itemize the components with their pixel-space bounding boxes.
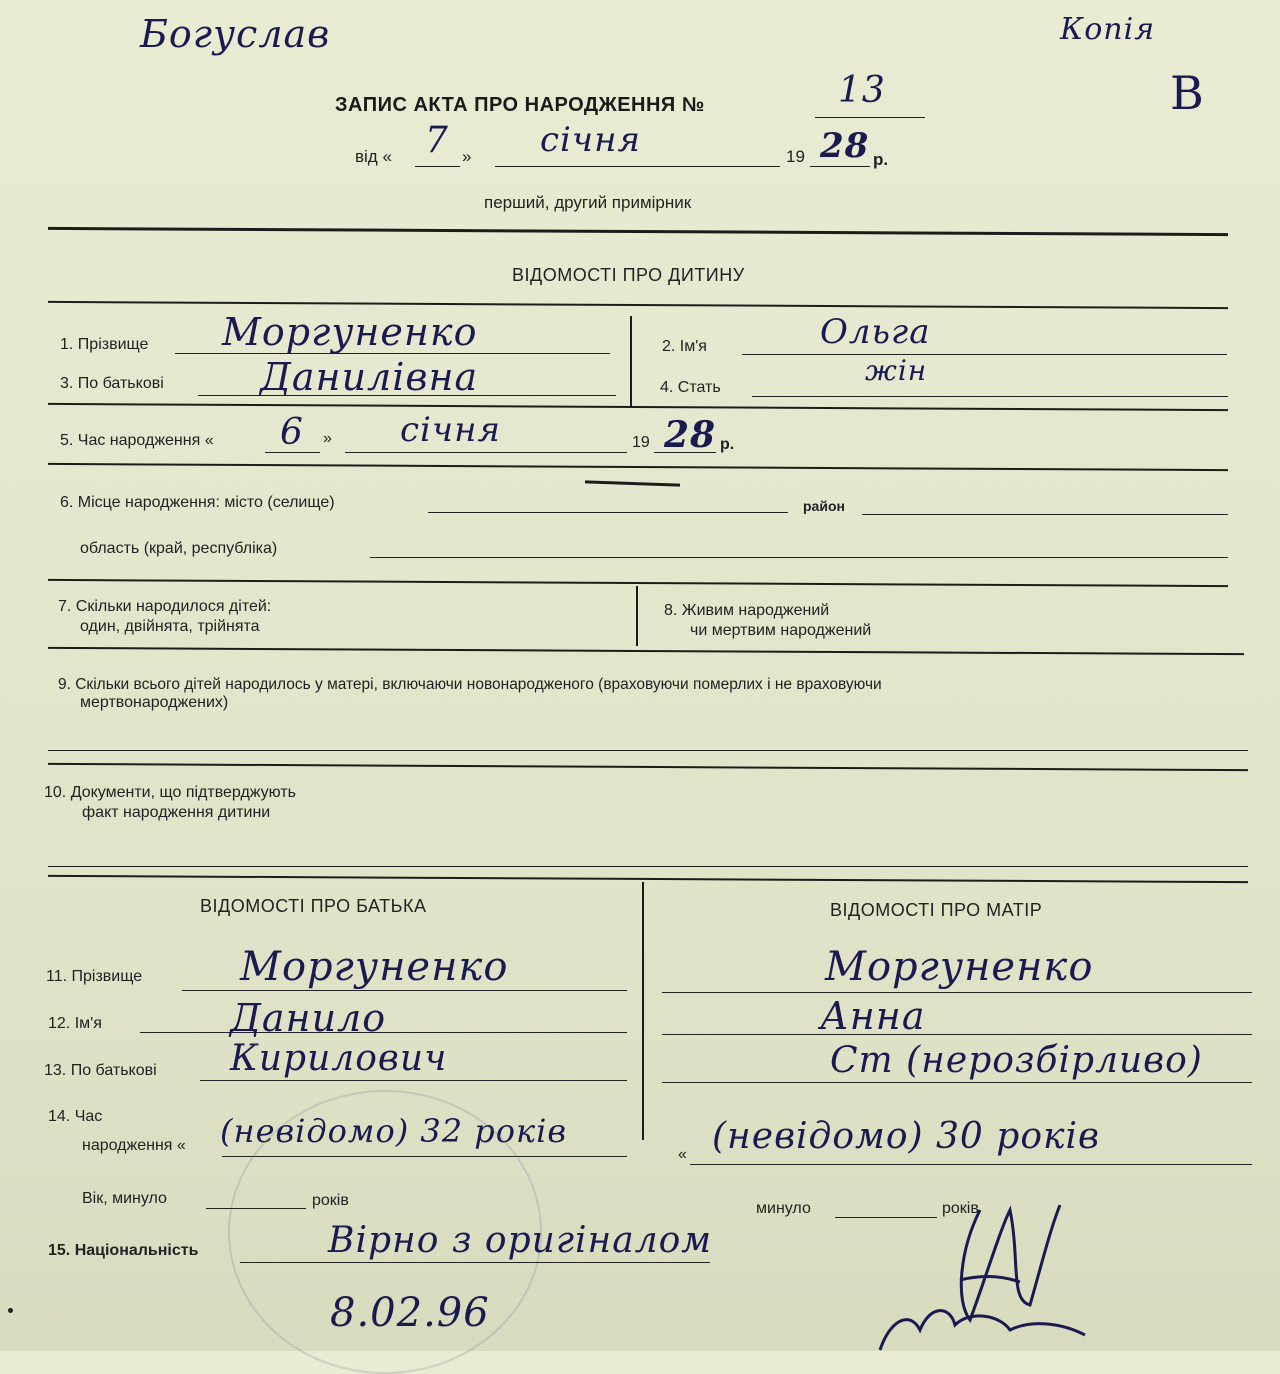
father-surname-value: Моргуненко	[240, 944, 509, 990]
child-patronymic-label: 3. По батькові	[60, 375, 164, 392]
child-birth-month: січня	[400, 410, 501, 450]
child-birth-date-label: 5. Час народження «	[60, 432, 214, 449]
record-date-day: 7	[425, 120, 449, 161]
child-sex-label: 4. Стать	[660, 379, 721, 396]
child-section-heading: ВІДОМОСТІ ПРО ДИТИНУ	[512, 265, 745, 285]
record-date-month: січня	[540, 120, 641, 160]
margin-note-copy: Копія	[1060, 12, 1156, 47]
child-count-label-2: один, двійнята, трійнята	[80, 618, 260, 635]
child-birth-region-label: область (край, республіка)	[80, 540, 278, 557]
certification-date: 8.02.96	[330, 1290, 490, 1336]
nationality-label: 15. Національність	[48, 1242, 199, 1259]
father-section-heading: ВІДОМОСТІ ПРО БАТЬКА	[200, 896, 427, 916]
father-first-name-value: Данило	[230, 996, 387, 1040]
margin-note-town: Богуслав	[140, 12, 331, 56]
father-first-name-label: 12. Ім'я	[48, 1015, 102, 1032]
father-birth-time-label-1: 14. Час	[48, 1108, 103, 1125]
child-birth-year-suffix: 28	[664, 414, 717, 456]
child-patronymic-value: Данилівна	[260, 355, 479, 399]
mother-birth-time-value: (невідомо) 30 років	[712, 1116, 1100, 1157]
child-surname-label: 1. Прізвище	[60, 336, 149, 353]
margin-dot	[8, 1308, 13, 1313]
record-date-year-unit: р.	[873, 150, 889, 169]
child-birth-place-label: 6. Місце народження: місто (селище)	[60, 494, 335, 511]
mother-first-name-value: Анна	[820, 994, 926, 1038]
mother-section-heading: ВІДОМОСТІ ПРО МАТІР	[830, 900, 1043, 920]
child-total-label-1: 9. Скільки всього дітей народилось у матері, включаючи новонародженого (враховуючи померлих і не враховуючи	[58, 676, 882, 693]
father-patronymic-value: Кирилович	[230, 1038, 448, 1079]
record-number: 13	[838, 70, 886, 111]
copy-note: перший, другий примірник	[484, 193, 692, 212]
birth-place-dash-mark	[585, 480, 680, 486]
record-date-from-label: від «	[355, 147, 392, 166]
record-date-year-suffix: 28	[820, 126, 870, 166]
mother-birth-time-open-quote: «	[678, 1146, 687, 1163]
child-birth-year-unit: р.	[720, 436, 735, 453]
child-alive-label-1: 8. Живим народжений	[664, 602, 830, 619]
father-surname-label: 11. Прізвище	[46, 968, 143, 985]
record-title: ЗАПИС АКТА ПРО НАРОДЖЕННЯ №	[335, 94, 705, 116]
child-first-name-value: Ольга	[820, 312, 931, 352]
father-birth-time-value: (невідомо) 32 років	[220, 1112, 567, 1150]
father-birth-time-label-2: народження «	[82, 1137, 186, 1154]
child-total-label-2: мертвонароджених)	[80, 694, 229, 711]
child-sex-value: жін	[865, 354, 928, 387]
margin-note-letter: В	[1170, 66, 1205, 120]
mother-age-unit: років	[942, 1200, 979, 1217]
father-age-label: Вік, минуло	[82, 1190, 167, 1207]
certification-text: Вірно з оригіналом	[328, 1220, 713, 1261]
mother-patronymic-value: Ст (нерозбірливо)	[830, 1040, 1203, 1081]
father-patronymic-label: 13. По батькові	[44, 1062, 157, 1079]
child-birth-year-prefix: 19	[632, 434, 650, 451]
child-birth-day: 6	[280, 412, 304, 453]
child-documents-label-1: 10. Документи, що підтверджують	[44, 784, 296, 801]
record-date-quote-close: »	[462, 147, 472, 166]
child-surname-value: Моргуненко	[222, 310, 478, 354]
child-birth-district-label: район	[803, 498, 845, 514]
child-alive-label-2: чи мертвим народжений	[690, 622, 872, 639]
record-date-year-prefix: 19	[786, 147, 805, 166]
child-count-label-1: 7. Скільки народилося дітей:	[58, 598, 272, 615]
child-documents-label-2: факт народження дитини	[82, 804, 271, 821]
child-birth-date-quote-close: »	[323, 430, 332, 447]
mother-surname-value: Моргуненко	[825, 944, 1094, 990]
signature-mark	[860, 1190, 1100, 1351]
child-first-name-label: 2. Ім'я	[662, 338, 707, 355]
father-age-unit: років	[312, 1192, 349, 1209]
mother-age-label: минуло	[756, 1200, 811, 1217]
